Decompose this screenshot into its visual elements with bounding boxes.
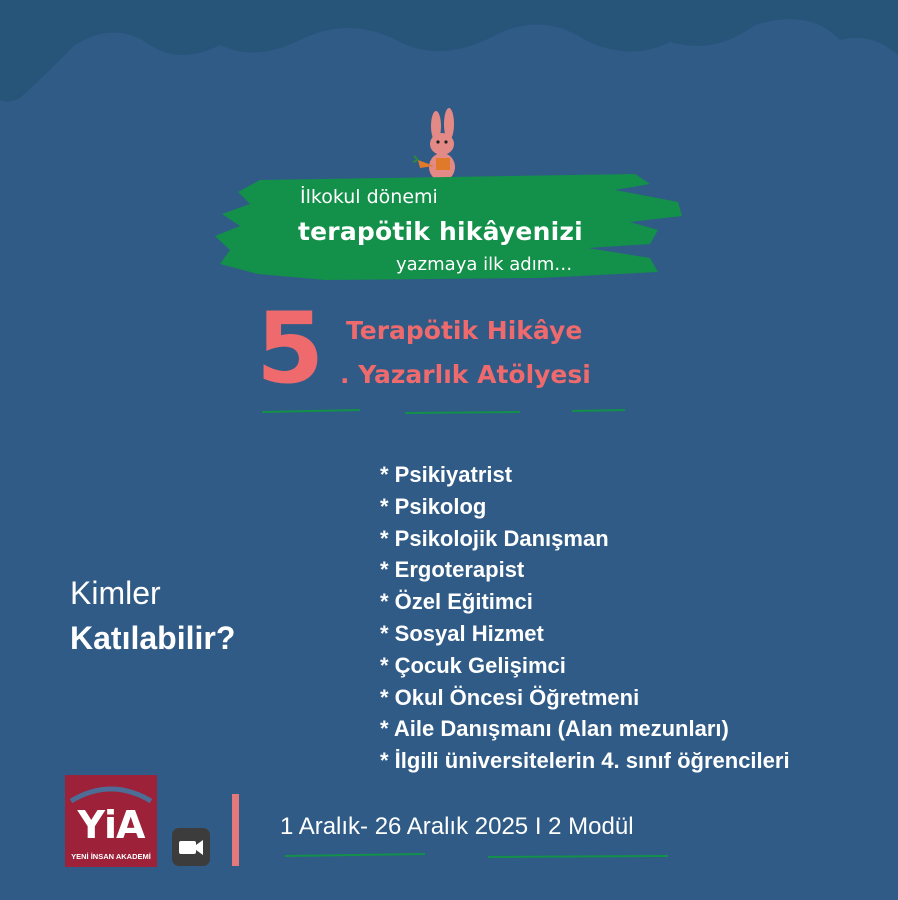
list-item: * Psikiyatrist — [380, 462, 513, 487]
workshop-title-line-2: . Yazarlık Atölyesi — [340, 360, 591, 389]
list-item: * İlgili üniversitelerin 4. sınıf öğrencileri — [380, 748, 790, 774]
banner-line-1: İlkokul dönemi — [300, 186, 438, 208]
list-item: * Okul Öncesi Öğretmeni — [380, 684, 640, 710]
banner-line-2: terapötik hikâyenizi — [298, 217, 583, 246]
logo-roof-icon — [65, 775, 157, 805]
list-item: * Özel Eğitimci — [380, 589, 533, 615]
audience-question-line-1: Kimler — [70, 575, 161, 611]
logo-subtitle: YENİ İNSAN AKADEMİ — [71, 852, 151, 861]
edition-number: 5 — [256, 292, 325, 406]
list-item: * Çocuk Gelişimci — [380, 652, 566, 678]
yia-logo — [65, 775, 157, 867]
event-date: 1 Aralık- 26 Aralık 2025 I 2 Modül — [280, 813, 634, 840]
banner-line-3: yazmaya ilk adım… — [396, 254, 573, 275]
video-camera-icon — [172, 828, 210, 866]
list-item: * Psikolog — [380, 493, 487, 519]
list-item: * Psikolojik Danışman — [380, 525, 609, 551]
audience-list — [380, 459, 790, 777]
logo-text: YiA — [77, 803, 145, 847]
audience-question-line-2: Katılabilir? — [70, 620, 236, 656]
list-item: * Sosyal Hizmet — [380, 620, 544, 646]
list-item: * Aile Danışmanı (Alan mezunları) — [380, 716, 729, 742]
vertical-divider — [232, 794, 239, 866]
list-item: * Ergoterapist — [380, 557, 525, 583]
workshop-title-line-1: Terapötik Hikâye — [346, 316, 583, 345]
